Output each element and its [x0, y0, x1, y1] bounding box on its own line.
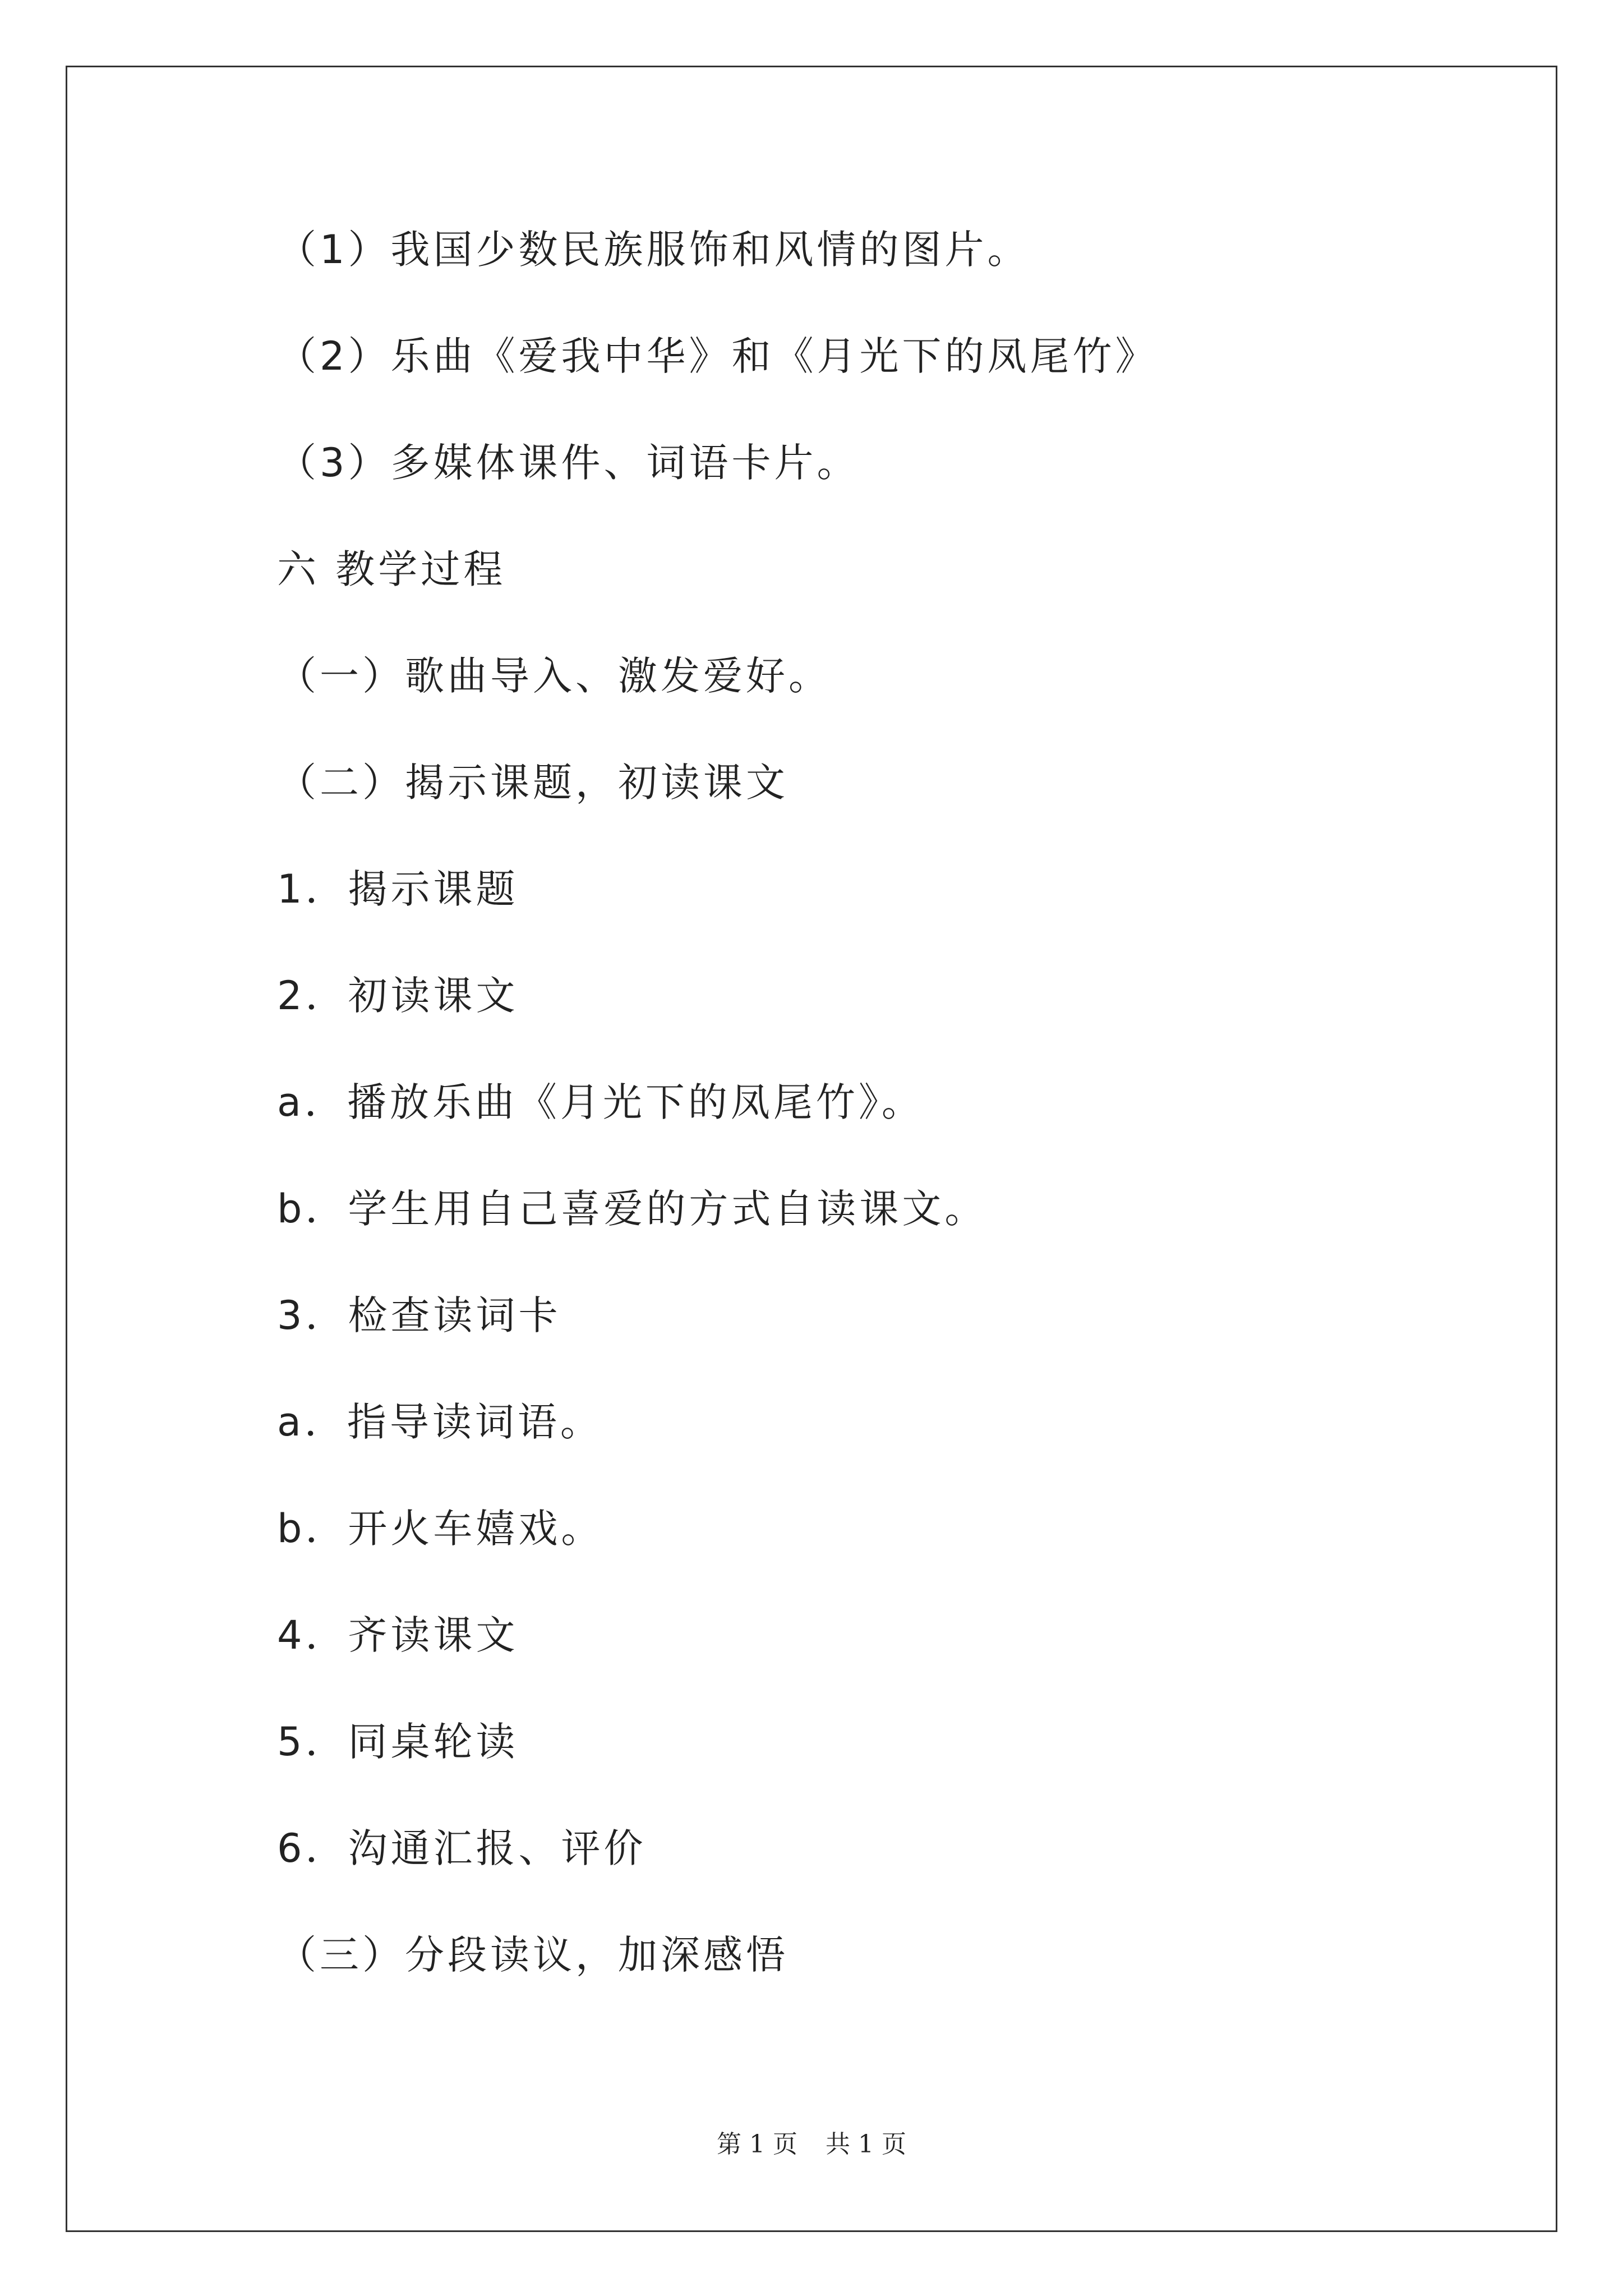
text-line-item-2b: b．学生用自己喜爱的方式自读课文。	[277, 1186, 988, 1232]
text-line-materials-2: （2）乐曲《爱我中华》和《月光下的凤尾竹》	[277, 333, 1158, 379]
text-line-item-3: 3．检查读词卡	[277, 1292, 561, 1338]
text-line-step-3: （三）分段读议，加深感悟	[277, 1932, 789, 1978]
text-line-item-1: 1．揭示课题	[277, 866, 519, 912]
text-line-item-2a: a．播放乐曲《月光下的凤尾竹》。	[277, 1079, 924, 1125]
page-border	[66, 66, 1557, 2232]
page-number-total: 共 1 页	[826, 2130, 906, 2159]
text-line-item-4: 4．齐读课文	[277, 1612, 519, 1658]
text-line-item-3a: a．指导读词语。	[277, 1399, 603, 1445]
page-footer	[0, 2128, 1623, 2161]
text-line-step-1: （一）歌曲导入、激发爱好。	[277, 653, 831, 699]
page-number-current: 第 1 页	[717, 2130, 797, 2159]
text-line-materials-1: （1）我国少数民族服饰和风情的图片。	[277, 227, 1030, 273]
text-line-step-2: （二）揭示课题，初读课文	[277, 760, 789, 806]
text-line-item-6: 6．沟通汇报、评价	[277, 1825, 647, 1871]
text-line-item-2: 2．初读课文	[277, 973, 519, 1019]
text-line-item-3b: b．开火车嬉戏。	[277, 1506, 604, 1552]
text-line-item-5: 5．同桌轮读	[277, 1719, 519, 1765]
text-line-materials-3: （3）多媒体课件、词语卡片。	[277, 440, 860, 486]
section-heading-teaching-process: 六 教学过程	[277, 546, 506, 592]
